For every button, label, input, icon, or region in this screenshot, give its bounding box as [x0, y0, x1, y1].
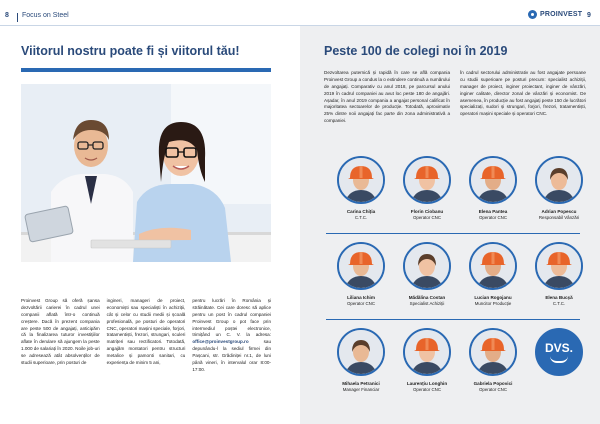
intro-column-1: Dezvoltarea puternică și rapidă în care se află compania Proinvest Group a condus la o extindere continuă a numărului de angajați. Comparativ cu anul 2018, pe parcursul anului 2019 în cadrul companiei au avut loc peste 180 de angajări. Așadar, în anul 2019 compania a angajat personal calificat în majoritatea sectoarelor de producție. Totodată, aproximativ 25% dintre noii angajați fac parte din zona administrativă a companiei. [324, 70, 450, 124]
portrait-illustration [339, 244, 383, 288]
employee-role: C.T.C. [354, 215, 368, 220]
employee-role: Operator CNC [412, 215, 442, 220]
logo-text: PROINVEST [540, 11, 583, 18]
portrait-illustration [471, 330, 515, 374]
employee-row [322, 236, 584, 322]
employee-card [394, 328, 460, 392]
employee-role: Responsabil Vânzări [538, 215, 580, 220]
left-header [0, 0, 300, 26]
employee-card [460, 242, 526, 306]
office-people-illustration [21, 84, 271, 262]
employee-role: Operator CNC [478, 215, 508, 220]
employee-role: Specialist Achiziții [409, 301, 445, 306]
employee-card [328, 242, 394, 306]
employee-name: Florin Ciobanu [410, 209, 444, 214]
employee-card [460, 156, 526, 220]
dvs-smile-badge [535, 328, 583, 376]
header-title: Focus on Steel [22, 12, 69, 19]
header-separator [17, 13, 18, 22]
dvs-badge-card [526, 328, 592, 376]
left-page-title: Viitorul nostru poate fi și viitorul tău! [21, 44, 240, 58]
logo-mark-icon [528, 10, 537, 19]
portrait-illustration [471, 158, 515, 202]
portrait-avatar [535, 156, 583, 204]
portrait-illustration [339, 330, 383, 374]
helmet-portrait-avatar [337, 156, 385, 204]
helmet-portrait-avatar [469, 328, 517, 376]
employee-name: Adrian Popescu [541, 209, 577, 214]
portrait-avatar [337, 328, 385, 376]
portrait-illustration [405, 244, 449, 288]
employee-card [394, 156, 460, 220]
helmet-portrait-avatar [469, 156, 517, 204]
employee-role: Muncitor Producție [474, 301, 512, 306]
article-column-1: Proinvest Group să oferă șansa dezvoltării carierei în cadrul unei companii aflată într-o continuă creștere. Dacă în prezent compania are peste 500 de angajați, anticipăm că la finalizarea tuturor investițiilor aflate în derulare să ajungem la peste 1.000 de salariați în 2020. Noile job-uri se adresează atât absolvenților de studii superioare, prin posturi de [21, 298, 100, 366]
portrait-illustration [339, 158, 383, 202]
employee-row [322, 150, 584, 236]
smile-icon [550, 356, 568, 363]
left-article [21, 298, 271, 418]
employee-name: Elena Bucșă [545, 295, 573, 300]
helmet-portrait-avatar [403, 156, 451, 204]
article-column-2: ingineri, manageri de proiect, economiști sau specialiști în achiziții, cât și celor cu studii medii și școală profesională, pe posturi de operatori CNC, operatori mașini speciale, forjori, tratamentiști, frezori, strungari, sculeri matrițeri sau rectificatori. Totodată, angajăm montatori pentru structuri metalice și pamonti sanitari, cu experiența de minim 5 ani, [106, 298, 186, 366]
employee-name: Mădălina Costan [408, 295, 446, 300]
page-number-right: 9 [587, 12, 591, 19]
right-intro [324, 70, 586, 125]
employee-role: C.T.C. [552, 301, 566, 306]
title-accent-bar [21, 68, 271, 72]
page-number-left: 8 [5, 12, 9, 19]
article-column-3-text: pentru lucrări în România și străinătate. Cei care doresc să aplice pentru un post în cadrul companiei Proinvest Group o pot face prin intermediul poștei electronice, trimițând un C. V. la adresa: [192, 298, 272, 338]
employee-role: Manager Financiar [342, 387, 380, 392]
article-column-3-tail: sau depunându-l la sediul firmei din Pașcani, str. Grădiniței nr.1, de luni până vineri, în intervalul orar 8:00-17:00. [192, 339, 272, 372]
employee-name: Carina Chiția [346, 209, 376, 214]
employee-role: Operator CNC [346, 301, 376, 306]
employee-card [526, 242, 592, 306]
employee-name: Lucian Rogojanu [474, 295, 512, 300]
employee-card [328, 156, 394, 220]
portrait-avatar [403, 242, 451, 290]
employee-role: Operator CNC [478, 387, 508, 392]
dvs-badge-text: DVS. [544, 341, 573, 355]
employee-name: Gabriela Popovici [473, 381, 513, 386]
right-page [300, 0, 600, 424]
contact-email-link[interactable]: office@proinvestgroup.ro [192, 339, 249, 345]
employee-card [460, 328, 526, 392]
article-column-3 [192, 298, 271, 418]
employee-name: Elena Pantea [478, 209, 508, 214]
right-header [300, 0, 600, 26]
helmet-portrait-avatar [403, 328, 451, 376]
employee-row [322, 322, 584, 408]
employee-name: Laurențiu Longhin [406, 381, 448, 386]
employee-role: Operator CNC [412, 387, 442, 392]
helmet-portrait-avatar [337, 242, 385, 290]
proinvest-logo [528, 10, 582, 19]
hero-photo [21, 84, 271, 262]
portrait-illustration [405, 330, 449, 374]
helmet-portrait-avatar [535, 242, 583, 290]
portrait-illustration [405, 158, 449, 202]
employee-name: Liliana Ichim [347, 295, 375, 300]
employee-card [526, 156, 592, 220]
portrait-illustration [537, 244, 581, 288]
employee-card [328, 328, 394, 392]
helmet-portrait-avatar [469, 242, 517, 290]
portrait-illustration [471, 244, 515, 288]
employee-grid [322, 150, 584, 408]
right-page-title: Peste 100 de colegi noi în 2019 [324, 44, 508, 58]
portrait-illustration [537, 158, 581, 202]
employee-card [394, 242, 460, 306]
intro-column-2: În cadrul sectorului administrativ au fost angajate persoane cu studii superioare pe posturi precum: specialist achiziții, manager de proiect, inginer proiectant, inginer de vânzări, inginer calitate, director zonal de vânzări și economist. De asemenea, în producție au fost angajați peste 150 de lucrători specializați, sudori și strungari, forjori, frezori, tratamentiști, operatori mașini speciale și operatori CNC. [460, 70, 586, 117]
employee-name: Mihaela Petranici [342, 381, 380, 386]
